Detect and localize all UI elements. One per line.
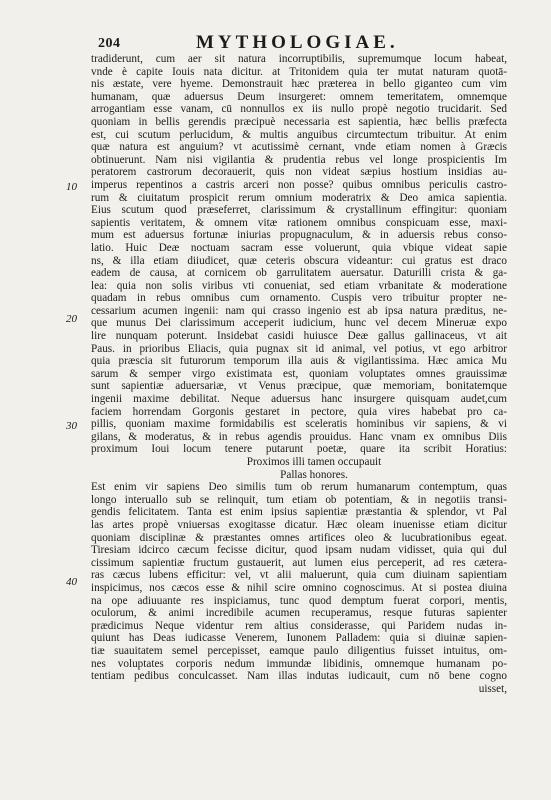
- text-line: arrogantiam esse vanam, cū nonnullos ex iis nullo propè negotio trucidarit. Sed: [91, 103, 507, 116]
- body-text: [91, 53, 507, 695]
- text-line: faciem horrendam Gorgonis gestaret in pectore, quia vires habebat pro ca-: [91, 405, 507, 418]
- text-line: oculorum, & animi incredibile acumen recuperamus, resque futuras sapienter: [91, 607, 507, 620]
- text-line: ingenii maxime debilitat. Neque aduersus hanc insurgere quisquam audet,cum: [91, 393, 507, 406]
- margin-line-number: 20: [66, 313, 77, 325]
- text-line: sarum & semper virgo existimata est, quoniam voluptates omnes grauissimæ: [91, 367, 507, 380]
- text-line: lea: quia non solis viribus vti conueniat, sed etiam vrbanitate & moderatione: [91, 279, 507, 292]
- text-line: mum est aduersus fortunæ iniurias propugnaculum, & in aduersis rebus conso-: [91, 229, 507, 242]
- text-line: las artes propè vniuersas exogitasse dicatur. Hæc oleam inuenisse etiam dicitur: [91, 518, 507, 531]
- margin-line-number: 30: [66, 420, 77, 432]
- text-line: prædicimus Neque videntur rem altius considerasse, qui Paridem nudas in-: [91, 619, 507, 632]
- text-line: cissimum sapientiæ fructum gustauerit, aut lumen eius perceperit, ad res cætera-: [91, 556, 507, 569]
- margin-line-number: 10: [66, 181, 77, 193]
- text-line: tradiderunt, cum aer sit natura incorruptibilis, supremumque locum habeat,: [91, 53, 507, 65]
- text-line: quia præscia sit futurorum temporum illa auis & vigilantissima. Hæc amica Mu: [91, 355, 507, 368]
- text-line: lire nunquam poterunt. Insidebat casidi huiusce Deæ gallus gallinaceus, vt ait: [91, 330, 507, 343]
- text-line: gendis felicitatem. Tanta est enim ipsius sapientiæ præstantia & splendor, vt Pal: [91, 506, 507, 519]
- text-line: rum & ciuitatum prospicit rerum omnium moderatrix & Deo amica sapientia.: [91, 191, 507, 204]
- text-line: sunt sapientiæ aduersariæ, vt Venus præcipue, quæ memoriam, bonitatemque: [91, 380, 507, 393]
- text-line: Eius scutum quod præseferret, clarissimum & crystallinum effingitur: quoniam: [91, 204, 507, 217]
- page-number: 204: [98, 36, 121, 51]
- text-line: proximum Ioui locum tenere putarunt poetæ, quare ita scribit Horatius:: [91, 443, 507, 456]
- text-line: inspicimus, nos cæcos esse & nihil scire omnino cognoscimus. At si postea diuina: [91, 581, 507, 594]
- margin-line-number: 40: [66, 576, 77, 588]
- text-line: nis æstate, vere hyeme. Demonstrauit hæc præterea in bello giganteo cum vim: [91, 78, 507, 91]
- text-line: na ope adiuuante res inspiciamus, tunc quod demptum fuerat corpori, mentis,: [91, 594, 507, 607]
- text-line: quoniam disciplinæ & præstantes omnes artifices oleo & lucubrationibus egeat.: [91, 531, 507, 544]
- text-line: quæ natura est anguium? vt acutissimè cernant, vnde etiam nomen à Græcis: [91, 141, 507, 154]
- text-line: vnde è capite Iouis nata dicitur. at Tritonidem quia ter mutat naturam quotā-: [91, 65, 507, 78]
- text-line: tiæ suauitatem semel percepisset, eamque paulo diligentius fuisset intuitus, om-: [91, 644, 507, 657]
- text-line: tentiam pedibus conculcasset. Nam illas indutas iudicauit, cum nō bene cogno: [91, 670, 507, 683]
- text-line: peratorem castrorum decorauerit, quis non videat sæpius hostium insidias au-: [91, 166, 507, 179]
- running-head: MYTHOLOGIAE.: [196, 32, 399, 53]
- text-line: Paus. in prioribus Eliacis, quia pugnax sit id animal, vel potius, vt ego arbitror: [91, 342, 507, 355]
- verse-line: Proximos illi tamen occupauit: [246, 456, 382, 468]
- text-line: sapientis veritatem, & omnem vitæ rationem omnibus conspicuam esse, maxi-: [91, 216, 507, 229]
- text-line: latio. Huic Deæ noctuam sacram esse voluerunt, quia vbique videat sapie: [91, 241, 507, 254]
- text-line: ras cæcus lubens efficitur: vel, vt alii maluerunt, quia cum diuinam sapientiam: [91, 569, 507, 582]
- catchword: uisset,: [478, 682, 507, 695]
- text-line: Tiresiam idcirco cæcum fecisse dicitur, quod ipsam nudam vidisset, quia qui dul: [91, 544, 507, 557]
- verse-line: Pallas honores.: [280, 468, 348, 481]
- text-line: Est enim vir sapiens Deo similis tum ob rerum humanarum contemptum, quas: [91, 481, 507, 494]
- text-line: quoniam in bellis gerendis præcipuè necessaria est sapientia, hæc bellis præfecta: [91, 115, 507, 128]
- text-line: nes voluptates corporis nedum immundæ libidinis, omnemque humanam po-: [91, 657, 507, 670]
- text-line: imperus repentinos a castris arceri non posse? quibus omnibus periculis castro-: [91, 178, 507, 191]
- text-line: ns, & illa etiam diiudicet, quæ ceteris obscura videantur: cui gratus est draco: [91, 254, 507, 267]
- text-line: obtinuerunt. Nam nisi vigilantia & prudentia rebus vel longe prospicientis Im: [91, 153, 507, 166]
- text-line: humanam, quæ aduersus Deum insurgeret: omnem temeritatem, omnemque: [91, 90, 507, 103]
- text-line: eadem de causa, at cornicem ob garrulitatem auersatur. Daturilli crista & ga-: [91, 267, 507, 280]
- text-line: longo interuallo sub se relinquit, tum etiam ob potentiam, & in negotiis transi-: [91, 493, 507, 506]
- text-line: quadam in rebus omnibus cum ornamento. Cuspis vero tribuitur propter ne-: [91, 292, 507, 305]
- text-line: que munus Dei clarissimum acceperit iudicium, hunc vel decem Mineruæ expo: [91, 317, 507, 330]
- text-line: est, cui scutum perlucidum, & multis anguibus circumtectum tribuitur. At enim: [91, 128, 507, 141]
- text-line: gilans, & moderatus, & in rebus agendis prouidus. Hanc vnam ex omnibus Diis: [91, 430, 507, 443]
- text-line: pillis, quoniam maxime formidabilis est sceleratis hominibus vir sapiens, & vi: [91, 418, 507, 431]
- text-line: cessarium acumen ingenii: nam qui crasso ingenio est ab ipsa natura præditus, ne-: [91, 304, 507, 317]
- text-line: quiunt has Deas iudicasse Venerem, Iunonem Palladem: quia si diuinæ sapien-: [91, 632, 507, 645]
